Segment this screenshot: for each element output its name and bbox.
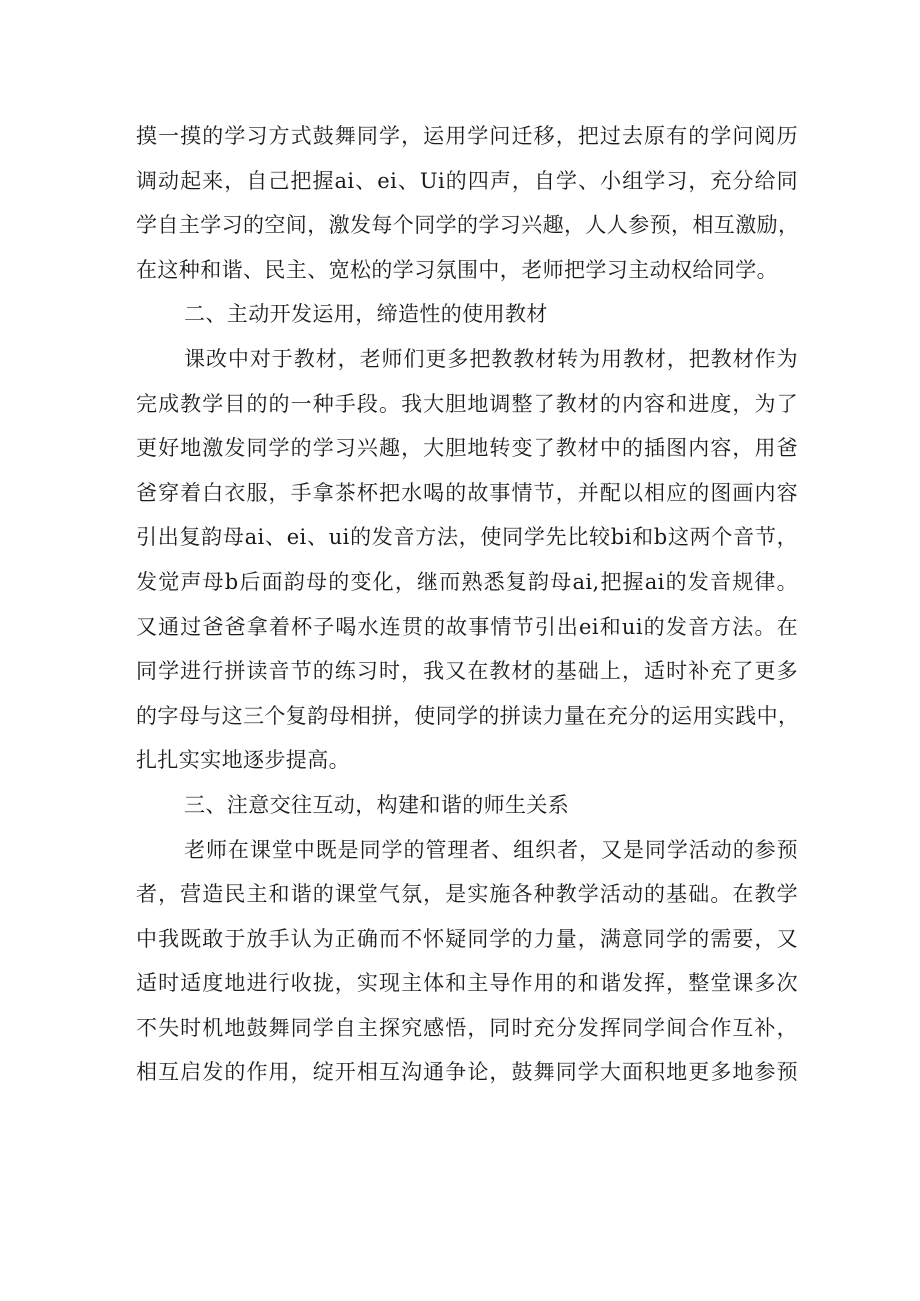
paragraph-line: 课改中对于教材，老师们更多把教教材转为用教材，把教材作为 [184, 346, 798, 371]
paragraph-line: 学自主学习的空间，激发每个同学的学习兴趣，人人参预，相互激励， [136, 213, 800, 238]
paragraph-line: 的字母与这三个复韵母相拼，使同学的拼读力量在充分的运用实践中， [136, 703, 800, 728]
paragraph-line: 引出复韵母ai、ei、ui的发音方法，使同学先比较bi和b这两个音节， [136, 525, 798, 550]
section-heading-2: 二、主动开发运用，缔造性的使用教材 [184, 302, 548, 327]
paragraph-line: 中我既敢于放手认为正确而不怀疑同学的力量，满意同学的需要，又 [136, 926, 798, 951]
paragraph-line: 扎扎实实地逐步提高。 [136, 748, 350, 773]
paragraph-line: 相互启发的作用，绽开相互沟通争论，鼓舞同学大面积地更多地参预 [136, 1060, 798, 1085]
paragraph-line: 发觉声母b后面韵母的变化，继而熟悉复韵母ai,把握ai的发音规律。 [136, 569, 798, 594]
section-heading-3: 三、注意交往互动，构建和谐的师生关系 [184, 792, 570, 817]
paragraph-line: 爸穿着白衣服，手拿茶杯把水喝的故事情节，并配以相应的图画内容 [136, 480, 798, 505]
document-body [136, 114, 798, 1095]
paragraph-line: 不失时机地鼓舞同学自主探究感悟，同时充分发挥同学间合作互补， [136, 1015, 798, 1040]
paragraph-line: 老师在课堂中既是同学的管理者、组织者，又是同学活动的参预 [184, 837, 798, 862]
paragraph-line: 更好地激发同学的学习兴趣，大胆地转变了教材中的插图内容，用爸 [136, 436, 798, 461]
paragraph-line: 完成教学目的的一种手段。我大胆地调整了教材的内容和进度，为了 [136, 391, 798, 416]
paragraph-line: 摸一摸的学习方式鼓舞同学，运用学问迁移，把过去原有的学问阅历 [136, 124, 798, 148]
paragraph-line: 者，营造民主和谐的课堂气氛，是实施各种教学活动的基础。在教学 [136, 882, 798, 907]
paragraph-line: 在这种和谐、民主、宽松的学习氛围中，老师把学习主动权给同学。 [136, 257, 778, 282]
paragraph-line: 适时适度地进行收拢，实现主体和主导作用的和谐发挥，整堂课多次 [136, 971, 798, 996]
paragraph-line: 同学进行拼读音节的练习时，我又在教材的基础上，适时补充了更多 [136, 659, 798, 684]
paragraph-line: 又通过爸爸拿着杯子喝水连贯的故事情节引出ei和ui的发音方法。在 [136, 614, 798, 639]
paragraph-line: 调动起来，自己把握ai、ei、Ui的四声，自学、小组学习，充分给同 [136, 168, 798, 193]
